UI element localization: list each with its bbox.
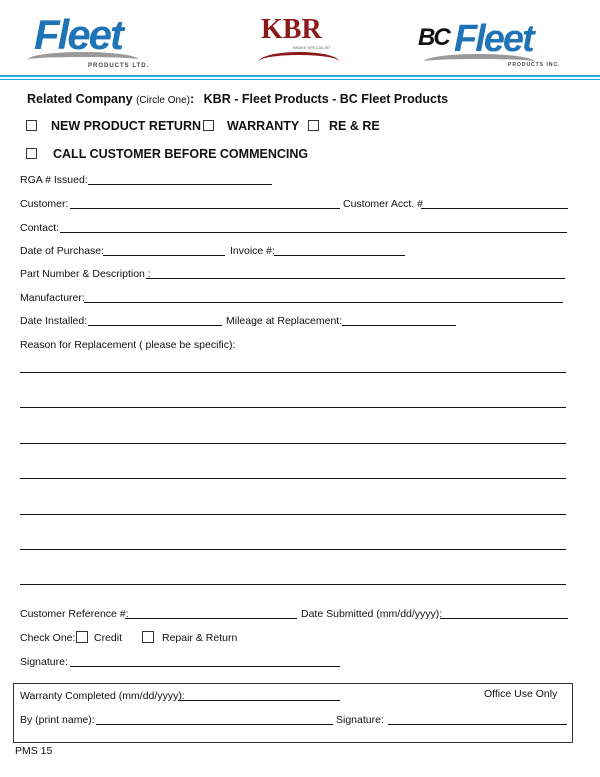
date-of-purchase-input[interactable]	[103, 255, 225, 256]
kbr-logo	[255, 16, 345, 72]
warranty-checkbox[interactable]	[203, 120, 214, 131]
part-number-input[interactable]	[146, 278, 565, 279]
related-company-label: Related Company	[27, 92, 133, 106]
new-product-return-checkbox[interactable]	[26, 120, 37, 131]
warranty-completed-input[interactable]	[178, 700, 340, 701]
signature-input[interactable]	[70, 666, 340, 667]
office-signature-input[interactable]	[388, 724, 567, 725]
by-print-name-input[interactable]	[96, 724, 333, 725]
company-options: KBR - Fleet Products - BC Fleet Products	[203, 92, 449, 106]
customer-reference-input[interactable]	[125, 618, 297, 619]
re-and-re-checkbox[interactable]	[308, 120, 319, 131]
new-product-return-label: NEW PRODUCT RETURN	[51, 119, 201, 133]
reason-line[interactable]	[20, 443, 566, 444]
rga-input[interactable]	[88, 184, 272, 185]
repair-return-checkbox[interactable]	[142, 631, 154, 643]
date-installed-input[interactable]	[88, 325, 222, 326]
warranty-completed-label: Warranty Completed (mm/dd/yyyy):	[20, 690, 185, 702]
mileage-input[interactable]	[342, 325, 456, 326]
customer-reference-label: Customer Reference #:	[20, 608, 129, 620]
manufacturer-label: Manufacturer:	[20, 292, 85, 304]
fleet-logo-sub: PRODUCTS LTD.	[88, 63, 150, 69]
call-customer-checkbox[interactable]	[26, 148, 37, 159]
office-signature-label: Signature:	[336, 714, 384, 726]
contact-input[interactable]	[60, 232, 567, 233]
reason-line[interactable]	[20, 407, 566, 408]
header-rule	[0, 79, 600, 80]
footer-code: PMS 15	[15, 745, 53, 757]
kbr-logo-sub: BRAKE SPECIALIST	[293, 45, 331, 50]
credit-checkbox[interactable]	[76, 631, 88, 643]
fleet-logo-name: Fleet	[34, 11, 123, 58]
manufacturer-input[interactable]	[84, 302, 563, 303]
part-number-label: Part Number & Description :	[20, 268, 151, 280]
bc-logo-name: Fleet	[454, 18, 533, 60]
mileage-label: Mileage at Replacement:	[226, 315, 343, 327]
colon: :	[189, 92, 195, 106]
kbr-logo-name: KBR	[261, 14, 322, 45]
related-company	[27, 92, 448, 108]
customer-input[interactable]	[70, 208, 340, 209]
circle-one-hint: (Circle One)	[136, 95, 190, 106]
reason-label: Reason for Replacement ( please be specific):	[20, 339, 236, 351]
reason-line[interactable]	[20, 584, 566, 585]
date-submitted-input[interactable]	[440, 618, 568, 619]
repair-return-label: Repair & Return	[162, 632, 238, 644]
reason-line[interactable]	[20, 549, 566, 550]
warranty-label: WARRANTY	[227, 119, 300, 133]
date-of-purchase-label: Date of Purchase:	[20, 245, 105, 257]
by-print-name-label: By (print name):	[20, 714, 95, 726]
fleet-products-logo	[28, 11, 168, 72]
office-use-only-title: Office Use Only	[484, 688, 558, 700]
bc-logo-sub: PRODUCTS INC.	[508, 62, 561, 68]
customer-acct-input[interactable]	[421, 208, 568, 209]
contact-label: Contact:	[20, 222, 60, 234]
reason-line[interactable]	[20, 478, 566, 479]
date-installed-label: Date Installed:	[20, 315, 88, 327]
credit-label: Credit	[94, 632, 123, 644]
customer-label: Customer:	[20, 198, 69, 210]
reason-line[interactable]	[20, 372, 566, 373]
signature-label: Signature:	[20, 656, 68, 668]
date-submitted-label: Date Submitted (mm/dd/yyyy):	[301, 608, 443, 620]
bc-logo-prefix: BC	[418, 24, 449, 51]
reason-line[interactable]	[20, 514, 566, 515]
bc-fleet-logo	[418, 20, 588, 72]
customer-acct-label: Customer Acct. #	[343, 198, 423, 210]
re-and-re-label: RE & RE	[329, 119, 380, 133]
call-customer-label: CALL CUSTOMER BEFORE COMMENCING	[53, 147, 309, 161]
check-one-label: Check One:	[20, 632, 76, 644]
invoice-label: Invoice #:	[230, 245, 275, 257]
invoice-input[interactable]	[274, 255, 405, 256]
rga-label: RGA # Issued:	[20, 174, 88, 186]
header-rule	[0, 75, 600, 77]
